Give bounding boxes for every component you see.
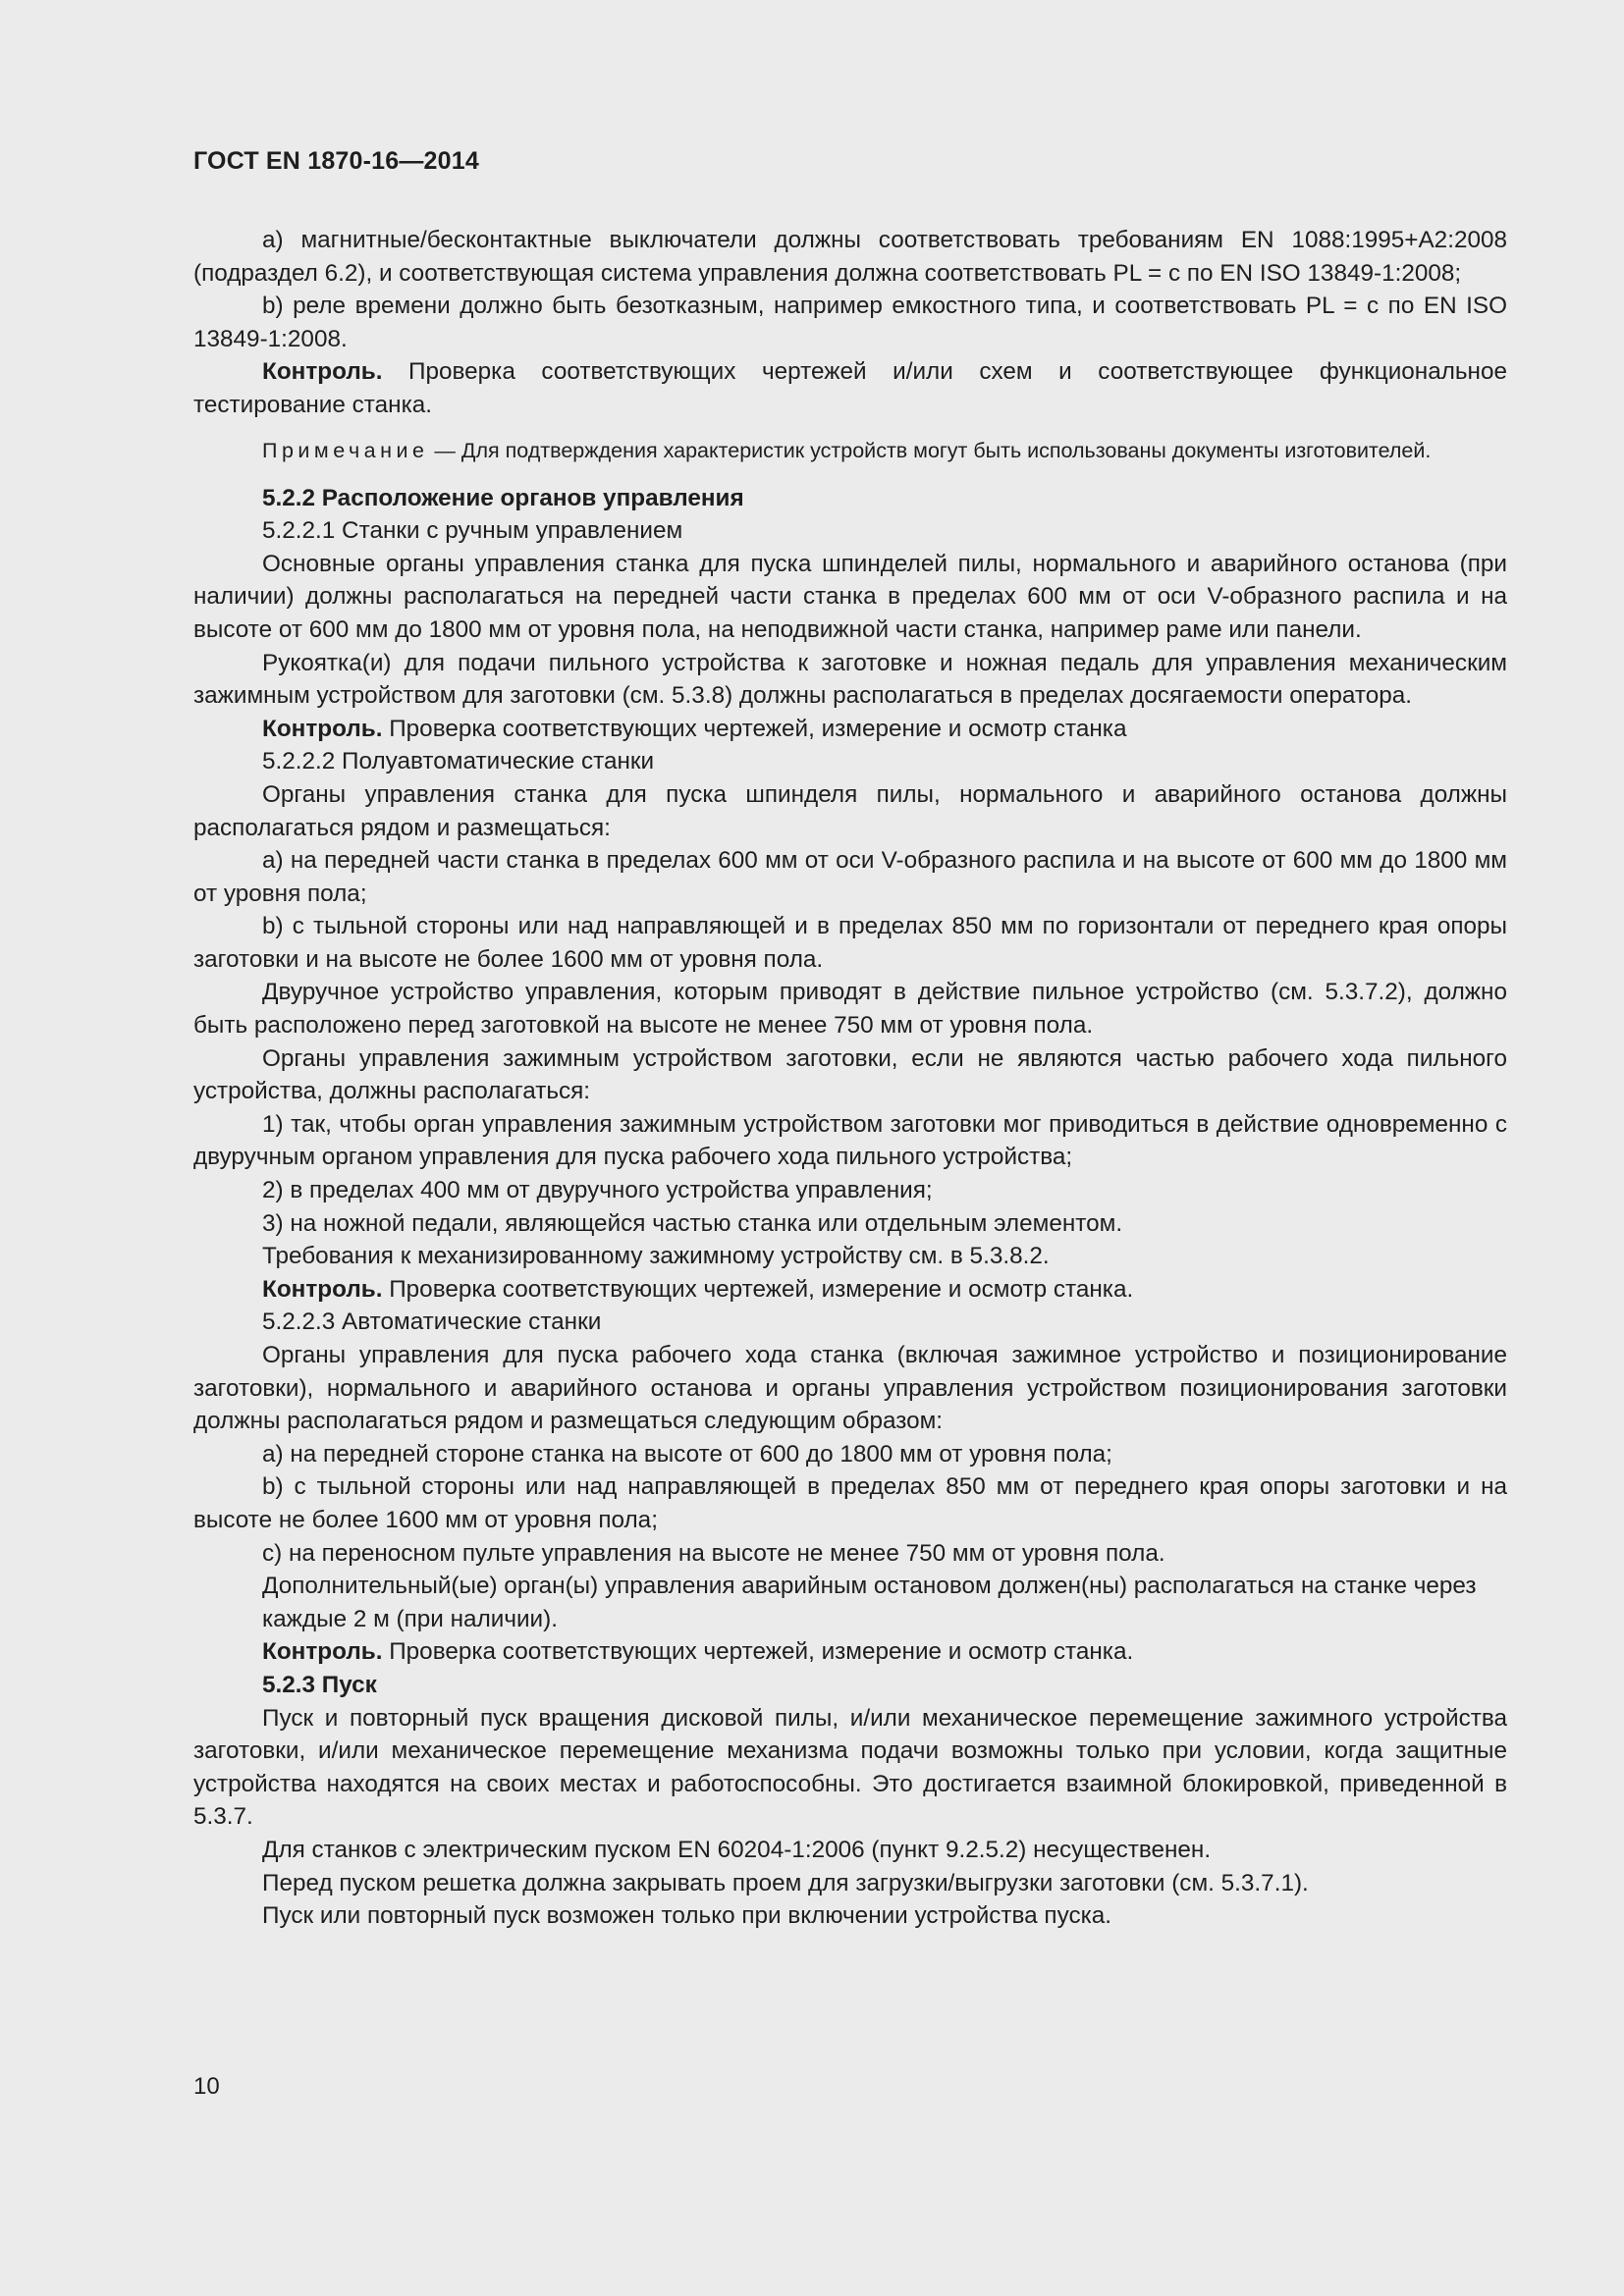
control-text: Проверка соответствующих чертежей, измерение и осмотр станка. — [382, 1275, 1134, 1303]
paragraph: b) с тыльной стороны или над направляющей и в пределах 850 мм по горизонтали от переднего края опоры заготовки и на высоте не более 1600 мм от уровня пола. — [193, 913, 1507, 973]
note — [193, 436, 1507, 466]
subsection-heading: 5.2.2.3 Автоматические станки — [262, 1308, 602, 1336]
paragraph: Органы управления зажимным устройством заготовки, если не являются частью рабочего хода пильного устройства, должны располагаться: — [193, 1044, 1507, 1105]
section-heading: 5.2.3 Пуск — [262, 1671, 377, 1698]
page-number: 10 — [193, 2073, 220, 2100]
paragraph: Пуск и повторный пуск вращения дисковой пилы, и/или механическое перемещение зажимного устройства заготовки, и/или механическое перемещение механизма подачи возможны только при условии, когда защитные устройства находятся на своих местах и работоспособны. Это достигается взаимной блокировкой, приведенной в 5.3.7. — [193, 1704, 1507, 1831]
paragraph: Органы управления станка для пуска шпинделя пилы, нормального и аварийного останова должны располагаться рядом и размещаться: — [193, 780, 1507, 841]
control-paragraph — [193, 1635, 1507, 1669]
paragraph: Для станков с электрическим пуском EN 60204-1:2006 (пункт 9.2.5.2) несущественен. — [262, 1836, 1212, 1863]
document-code: ГОСТ EN 1870-16—2014 — [193, 147, 479, 175]
paragraph: a) на передней части станка в пределах 600 мм от оси V-образного распила и на высоте от 600 мм до 1800 мм от уровня пола; — [193, 847, 1507, 907]
paragraph: a) магнитные/бесконтактные выключатели должны соответствовать требованиям EN 1088:1995+A2:2008 (подраздел 6.2), и соответствующая система управления должна соответствовать PL = c по EN ISO 13849-1:2008; — [193, 227, 1507, 287]
paragraph: 2) в пределах 400 мм от двуручного устройства управления; — [262, 1177, 933, 1204]
control-label: Контроль. — [262, 358, 383, 386]
paragraph: a) на передней стороне станка на высоте от 600 до 1800 мм от уровня пола; — [262, 1440, 1112, 1468]
paragraph: Рукоятка(и) для подачи пильного устройства к заготовке и ножная педаль для управления механическим зажимным устройством для заготовки (см. 5.3.8) должны располагаться в пределах досягаемости оператора. — [193, 649, 1507, 710]
paragraph: Перед пуском решетка должна закрывать проем для загрузки/выгрузки заготовки (см. 5.3.7.1). — [262, 1869, 1309, 1896]
paragraph: b) реле времени должно быть безотказным, например емкостного типа, и соответствовать PL = c по EN ISO 13849-1:2008. — [193, 293, 1507, 352]
paragraph: Пуск или повторный пуск возможен только при включении устройства пуска. — [262, 1902, 1112, 1930]
control-paragraph — [193, 713, 1507, 746]
paragraph: Дополнительный(ые) орган(ы) управления аварийным остановом должен(ны) располагаться на станке через каждые 2 м (при наличии). — [262, 1573, 1477, 1632]
control-label: Контроль. — [262, 715, 383, 742]
subsection-heading: 5.2.2.2 Полуавтоматические станки — [262, 748, 655, 775]
control-paragraph — [193, 355, 1507, 421]
control-paragraph — [193, 1273, 1507, 1307]
paragraph: b) с тыльной стороны или над направляющей в пределах 850 мм от переднего края опоры заготовки и на высоте не более 1600 мм от уровня пола; — [193, 1473, 1507, 1533]
control-text: Проверка соответствующих чертежей, измерение и осмотр станка — [382, 715, 1127, 742]
note-text: — Для подтверждения характеристик устройств могут быть использованы документы изготовителей. — [428, 438, 1432, 462]
paragraph: Основные органы управления станка для пуска шпинделей пилы, нормального и аварийного останова (при наличии) должны располагаться на передней части станка в пределах 600 мм от оси V-образного распила и на высоте от 600 мм до 1800 мм от уровня пола, на неподвижной части станка, например раме или панели. — [193, 550, 1507, 643]
paragraph: Требования к механизированному зажимному устройству см. в 5.3.8.2. — [262, 1243, 1050, 1270]
control-label: Контроль. — [262, 1638, 383, 1666]
paragraph: Органы управления для пуска рабочего хода станка (включая зажимное устройство и позиционирование заготовки), нормального и аварийного останова и органы управления устройством позиционирования заготовки должны располагаться рядом и размещаться следующим образом: — [193, 1342, 1507, 1435]
paragraph: 3) на ножной педали, являющейся частью станка или отдельным элементом. — [262, 1209, 1123, 1237]
control-label: Контроль. — [262, 1275, 383, 1303]
document-body — [193, 224, 1507, 1933]
control-text: Проверка соответствующих чертежей и/или схем и соответствующее функциональное тестирование станка. — [193, 358, 1507, 418]
paragraph: 1) так, чтобы орган управления зажимным устройством заготовки мог приводиться в действие одновременно с двуручным органом управления для пуска рабочего хода пильного устройства; — [193, 1110, 1507, 1171]
section-heading: 5.2.2 Расположение органов управления — [262, 484, 744, 511]
paragraph: c) на переносном пульте управления на высоте не менее 750 мм от уровня пола. — [262, 1539, 1165, 1567]
subsection-heading: 5.2.2.1 Станки с ручным управлением — [262, 517, 683, 545]
paragraph: Двуручное устройство управления, которым приводят в действие пильное устройство (см. 5.3.7.2), должно быть расположено перед заготовкой на высоте не менее 750 мм от уровня пола. — [193, 979, 1507, 1040]
note-label: Примечание — [262, 438, 429, 462]
control-text: Проверка соответствующих чертежей, измерение и осмотр станка. — [382, 1638, 1134, 1666]
